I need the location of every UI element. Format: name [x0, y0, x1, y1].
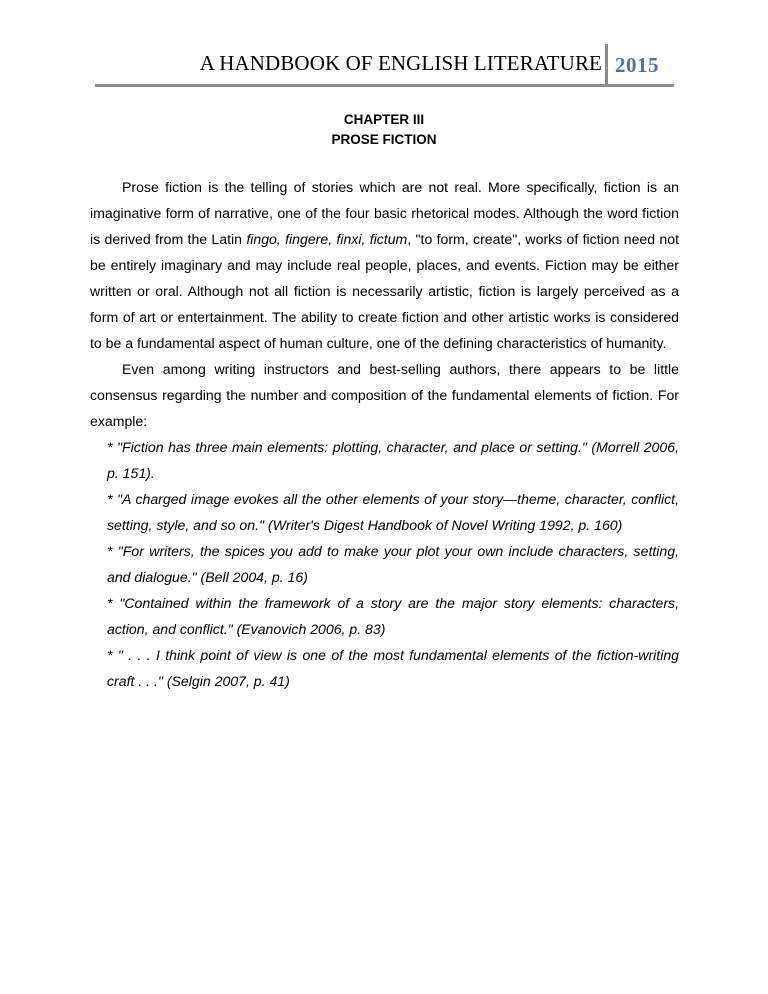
page-header	[95, 44, 675, 84]
header-year: 2015	[615, 53, 659, 77]
header-rule	[95, 84, 674, 87]
paragraph-elements: Even among writing instructors and best-selling authors, there appears to be little consensus regarding the number and composition of the fundamental elements of fiction. For example:	[90, 361, 679, 429]
header-title: A HANDBOOK OF ENGLISH LITERATURE	[199, 51, 602, 75]
latin-etymology: fingo, fingere, finxi, fictum	[246, 231, 408, 247]
quote-evanovich: * "Contained within the framework of a story are the major story elements: characters, action, and conflict." (Evanovich 2006, p. 83)	[107, 595, 679, 637]
quote-selgin: * " . . . I think point of view is one of the most fundamental elements of the fiction-writing craft . . ." (Selgin 2007, p. 41)	[107, 647, 679, 689]
chapter-title: PROSE FICTION	[331, 132, 437, 147]
paragraph-intro-part1: Prose fiction is the telling of stories which are not real. More specifically, fiction is an imaginative form of narrative, one of the four basic rhetorical modes. Although the word fiction is derived from the Latin	[90, 179, 679, 247]
body-text	[90, 174, 679, 694]
quote-list	[90, 434, 679, 694]
paragraph-intro-part2: , "to form, create", works of fiction need not be entirely imaginary and may include real people, places, and events. Fiction may be either written or oral. Although not all fiction is necessarily artistic, fiction is largely perceived as a form of art or entertainment. The ability to create fiction and other artistic works is considered to be a fundamental aspect of human culture, one of the defining characteristics of humanity.	[90, 231, 679, 351]
quote-writers-digest: * "A charged image evokes all the other elements of your story—theme, character, conflict, setting, style, and so on." (Writer's Digest Handbook of Novel Writing 1992, p. 160)	[107, 491, 679, 533]
header-separator	[605, 44, 608, 84]
paragraph-intro	[90, 174, 679, 356]
chapter-number: CHAPTER III	[343, 112, 425, 127]
quote-bell: * "For writers, the spices you add to make your plot your own include characters, setting, and dialogue." (Bell 2004, p. 16)	[107, 543, 679, 585]
quote-morrell: * "Fiction has three main elements: plotting, character, and place or setting." (Morrell 2006, p. 151).	[107, 439, 679, 481]
